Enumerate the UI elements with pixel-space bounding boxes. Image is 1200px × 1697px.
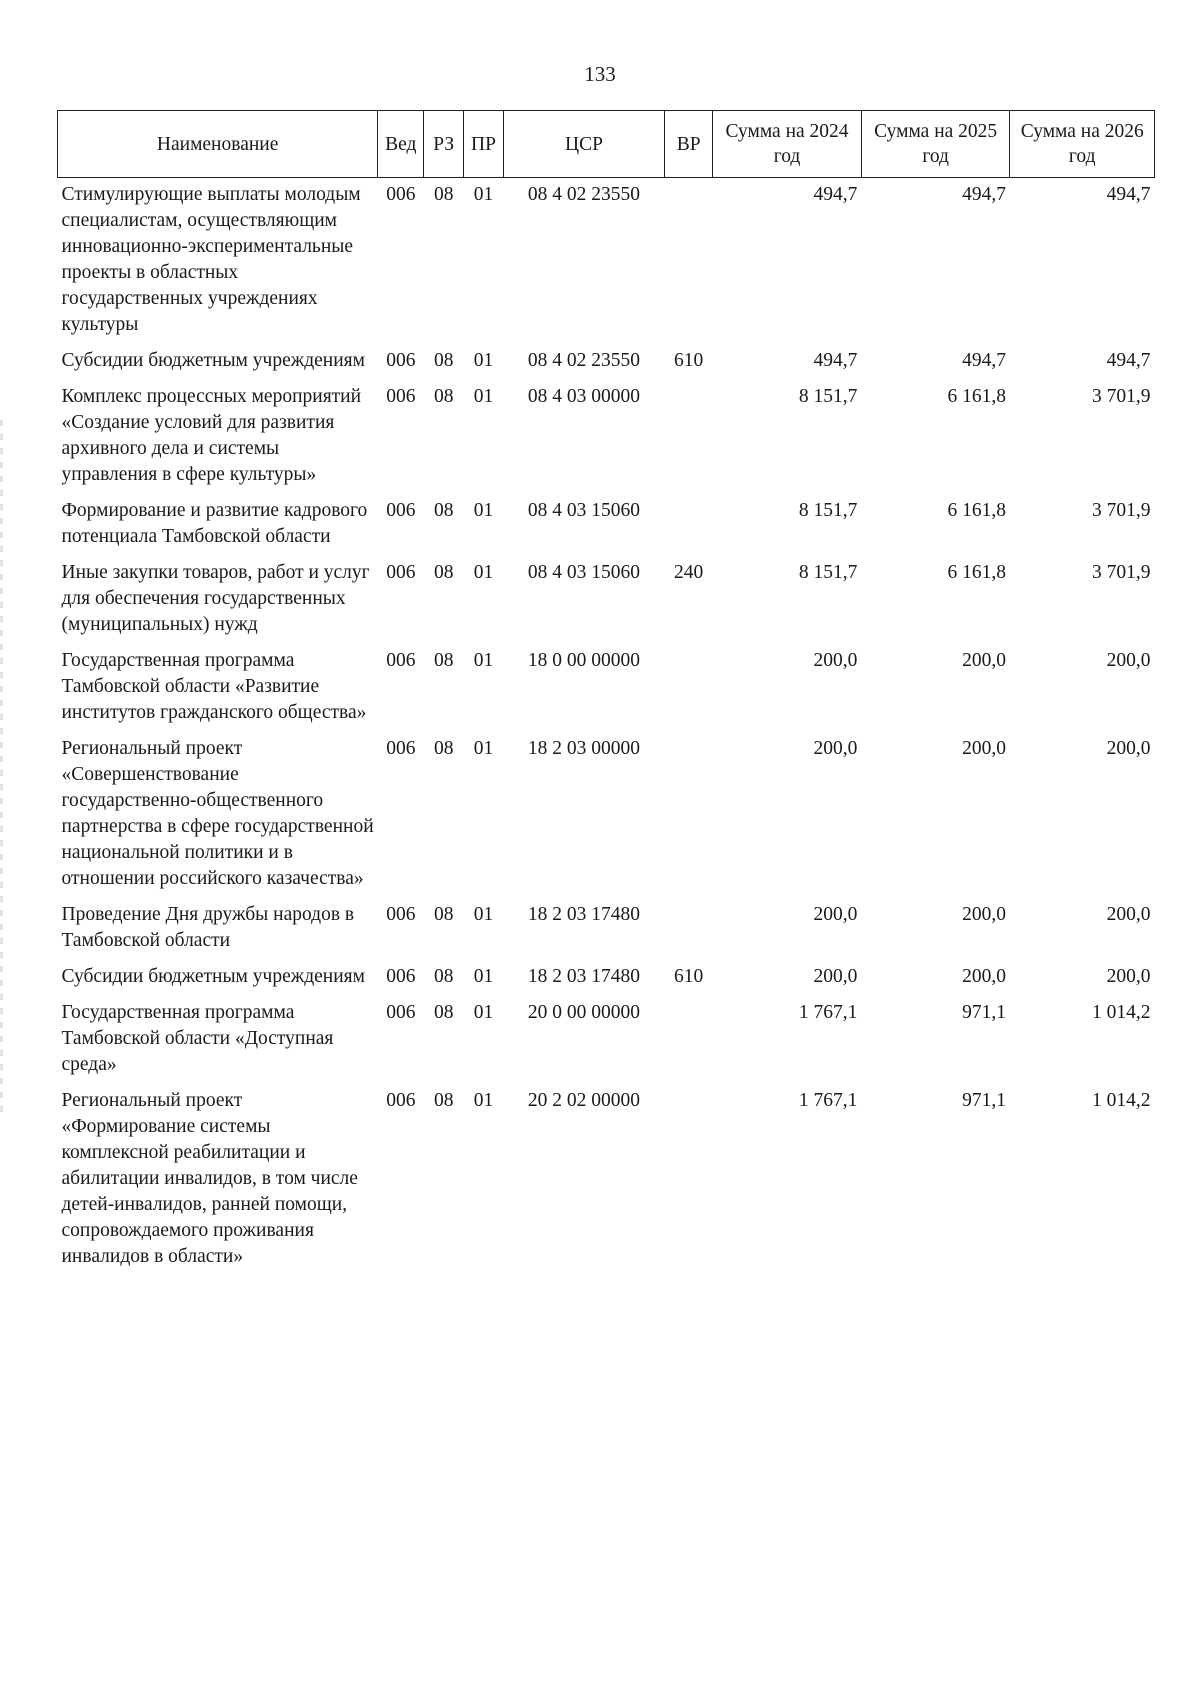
cell-sum-2024: 1 767,1 [798,1002,858,1023]
cell-sum-2026: 3 701,9 [1092,562,1151,583]
cell-rz: 08 [433,738,454,759]
cell-sum-2024: 8 151,7 [798,386,858,407]
cell-sum-2025: 200,0 [962,738,1006,759]
budget-table [57,110,1155,1276]
cell-ved: 006 [386,738,416,759]
cell-name: Субсидии бюджетным учреждениям [61,966,365,987]
cell-rz: 08 [433,386,454,407]
table-row [58,178,1155,345]
cell-rz: 08 [433,904,454,925]
cell-sum-2026: 494,7 [1106,184,1151,205]
table-row [58,996,1155,1084]
cell-csr: 18 2 03 17480 [527,904,641,925]
cell-vr [665,178,713,345]
cell-sum-2025: 971,1 [962,1090,1006,1111]
cell-sum-2026: 1 014,2 [1092,1002,1151,1023]
cell-rz: 08 [433,562,454,583]
cell-pr: 01 [473,1002,494,1023]
cell-name: Стимулирующие выплаты молодым специалистам, осуществляющим инновационно-экспериментальные проекты в областных государственных учреждениях культуры [61,184,361,335]
cell-ved: 006 [386,500,416,521]
cell-sum-2025: 6 161,8 [947,562,1006,583]
cell-pr: 01 [473,966,494,987]
cell-name: Иные закупки товаров, работ и услуг для обеспечения государственных (муниципальных) нужд [61,562,370,635]
cell-vr [665,1084,713,1276]
cell-sum-2026: 200,0 [1106,904,1151,925]
cell-csr: 08 4 03 00000 [527,386,641,407]
scan-edge-marks [0,420,3,1120]
cell-pr: 01 [473,184,494,205]
header-sum-2024: Сумма на 2024 год [713,111,862,178]
cell-csr: 20 0 00 00000 [527,1002,641,1023]
cell-sum-2026: 200,0 [1106,650,1151,671]
cell-sum-2024: 1 767,1 [798,1090,858,1111]
header-name: Наименование [58,111,378,178]
cell-name: Региональный проект «Совершенствование государственно-общественного партнерства в сфере государственной национальной политики и в отношении российского казачества» [61,738,374,889]
cell-pr: 01 [473,562,494,583]
cell-sum-2024: 494,7 [813,184,858,205]
header-vr: ВР [665,111,713,178]
cell-ved: 006 [386,562,416,583]
cell-ved: 006 [386,904,416,925]
cell-name: Комплекс процессных мероприятий «Создание условий для развития архивного дела и системы управления в сфере культуры» [61,386,362,485]
cell-name: Государственная программа Тамбовской области «Развитие институтов гражданского общества» [61,650,367,723]
table-row [58,344,1155,380]
cell-csr: 08 4 02 23550 [527,350,641,371]
cell-ved: 006 [386,1002,416,1023]
cell-rz: 08 [433,966,454,987]
cell-pr: 01 [473,738,494,759]
cell-pr: 01 [473,386,494,407]
cell-ved: 006 [386,1090,416,1111]
cell-sum-2024: 200,0 [813,738,858,759]
header-ved: Вед [378,111,424,178]
cell-vr [665,380,713,494]
table-row [58,556,1155,644]
table-body [58,178,1155,1277]
table-row [58,732,1155,898]
cell-vr: 610 [674,966,704,987]
cell-ved: 006 [386,966,416,987]
cell-csr: 20 2 02 00000 [527,1090,641,1111]
cell-sum-2026: 494,7 [1106,350,1151,371]
cell-ved: 006 [386,184,416,205]
cell-csr: 08 4 02 23550 [527,184,641,205]
cell-sum-2024: 200,0 [813,904,858,925]
cell-csr: 08 4 03 15060 [527,562,641,583]
cell-sum-2026: 200,0 [1106,738,1151,759]
cell-rz: 08 [433,650,454,671]
cell-name: Региональный проект «Формирование системы комплексной реабилитации и абилитации инвалидов, в том числе детей-инвалидов, ранней помощи, сопровождаемого проживания инвалидов в области» [61,1090,358,1267]
cell-csr: 18 2 03 17480 [527,966,641,987]
cell-vr [665,898,713,960]
cell-sum-2025: 971,1 [962,1002,1006,1023]
cell-ved: 006 [386,650,416,671]
cell-csr: 08 4 03 15060 [527,500,641,521]
cell-vr: 240 [674,562,704,583]
cell-pr: 01 [473,500,494,521]
cell-csr: 18 0 00 00000 [527,650,641,671]
cell-sum-2025: 200,0 [962,966,1006,987]
cell-sum-2025: 6 161,8 [947,500,1006,521]
cell-sum-2024: 200,0 [813,966,858,987]
header-sum-2026: Сумма на 2026 год [1010,111,1155,178]
cell-sum-2025: 6 161,8 [947,386,1006,407]
cell-rz: 08 [433,1090,454,1111]
cell-sum-2026: 3 701,9 [1092,386,1151,407]
cell-sum-2025: 200,0 [962,650,1006,671]
cell-sum-2024: 8 151,7 [798,562,858,583]
cell-sum-2024: 200,0 [813,650,858,671]
header-csr: ЦСР [503,111,664,178]
table-row [58,494,1155,556]
cell-sum-2024: 494,7 [813,350,858,371]
cell-sum-2026: 1 014,2 [1092,1090,1151,1111]
cell-sum-2026: 3 701,9 [1092,500,1151,521]
cell-vr: 610 [674,350,704,371]
cell-vr [665,732,713,898]
cell-sum-2026: 200,0 [1106,966,1151,987]
table-row [58,1084,1155,1276]
cell-pr: 01 [473,904,494,925]
page-number: 133 [584,62,616,86]
cell-rz: 08 [433,184,454,205]
cell-vr [665,996,713,1084]
cell-rz: 08 [433,350,454,371]
table-row [58,898,1155,960]
cell-ved: 006 [386,350,416,371]
cell-rz: 08 [433,500,454,521]
cell-name: Государственная программа Тамбовской области «Доступная среда» [61,1002,334,1075]
cell-rz: 08 [433,1002,454,1023]
table-row [58,960,1155,996]
cell-pr: 01 [473,350,494,371]
cell-pr: 01 [473,1090,494,1111]
cell-csr: 18 2 03 00000 [527,738,641,759]
header-pr: ПР [464,111,504,178]
cell-ved: 006 [386,386,416,407]
cell-pr: 01 [473,650,494,671]
cell-vr [665,494,713,556]
cell-vr [665,644,713,732]
cell-sum-2025: 200,0 [962,904,1006,925]
table-header-row [58,111,1155,178]
cell-name: Субсидии бюджетным учреждениям [61,350,365,371]
cell-sum-2024: 8 151,7 [798,500,858,521]
table-row [58,644,1155,732]
cell-name: Формирование и развитие кадрового потенциала Тамбовской области [61,500,368,547]
cell-sum-2025: 494,7 [962,350,1006,371]
header-rz: РЗ [424,111,464,178]
cell-sum-2025: 494,7 [962,184,1006,205]
cell-name: Проведение Дня дружбы народов в Тамбовской области [61,904,355,951]
table-row [58,380,1155,494]
header-sum-2025: Сумма на 2025 год [861,111,1010,178]
